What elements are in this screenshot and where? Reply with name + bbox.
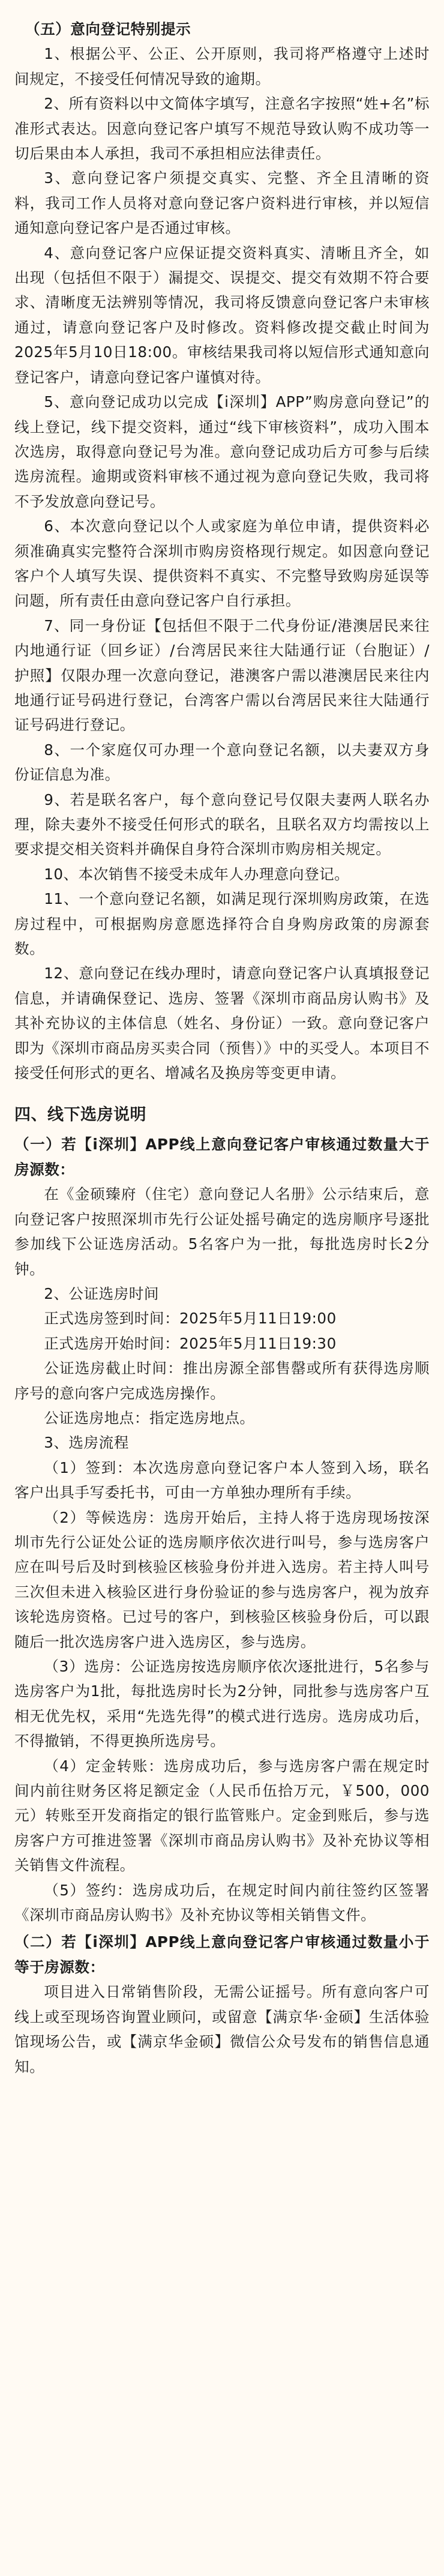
notice-item-8: 8、一个家庭仅可办理一个意向登记名额，以夫妻双方身份证信息为准。 (14, 741, 430, 784)
document-content (14, 17, 430, 2079)
notice-item-6: 6、本次意向登记以个人或家庭为单位申请，提供资料必须准确真实完整符合深圳市购房资格现行规定。如因意向登记客户个人填写失误、提供资料不真实、不完整导致购房延误等问题，所有责任由意向登记客户自行承担。 (14, 517, 430, 610)
notice-item-3: 3、意向登记客户须提交真实、完整、齐全且清晰的资料，我司工作人员将对意向登记客户资料进行审核，并以短信通知意向登记客户是否通过审核。 (14, 169, 430, 237)
flow-step-3: （3）选房：公证选房按选房顺序依次逐批进行，5名参与选房客户为1批，每批选房时长为2分钟，同批参与选房客户互相无优先权，采用“先选先得”的模式进行选房。选房成功后，不得撤销，不得更换所选房号。 (14, 1658, 430, 1750)
section-heading-5: （五）意向登记特别提示 (25, 20, 191, 38)
flow-heading: 3、选房流程 (44, 1434, 129, 1452)
flow-step-4: （4）定金转账：选房成功后，参与选房客户需在规定时间内前往财务区将足额定金（人民币伍拾万元，￥500，000元）转账至开发商指定的银行监管账户。定金到账后，参与选房客户方可推进签署《深圳市商品房认购书》及补充协议等相关销售文件流程。 (14, 1757, 430, 1874)
part-a-intro: 在《金硕臻府（住宅）意向登记人名册》公示结束后，意向登记客户按照深圳市先行公证处摇号确定的选房顺序号逐批参加线下公证选房活动。5名客户为一批，每批选房时长2分钟。 (14, 1185, 430, 1278)
part-b-text: 项目进入日常销售阶段，无需公证摇号。所有意向客户可线上或至现场咨询置业顾问，或留意【满京华·金硕】生活体验馆现场公告，或【满京华金硕】微信公众号发布的销售信息通知。 (14, 1983, 430, 2075)
notice-item-11: 11、一个意向登记名额，如满足现行深圳购房政策，在选房过程中，可根据购房意愿选择符合自身购房政策的房源套数。 (14, 890, 430, 958)
notice-item-2: 2、所有资料以中文简体字填写，注意名字按照“姓+名”标准形式表达。因意向登记客户填写不规范导致认购不成功等一切后果由本人承担，我司不承担相应法律责任。 (14, 95, 430, 163)
notice-item-12: 12、意向登记在线办理时，请意向登记客户认真填报登记信息，并请确保登记、选房、签署《深圳市商品房认购书》及其补充协议的主体信息（姓名、身份证）一致。意向登记客户即为《深圳市商品房买卖合同（预售）》中的买受人。本项目不接受任何形式的更名、增减名及换房等变更申请。 (14, 964, 430, 1082)
part-b-heading: （二）若【i深圳】APP线上意向登记客户审核通过数量小于等于房源数： (14, 1933, 430, 1976)
checkin-time: 正式选房签到时间：2025年5月11日19:00 (44, 1310, 337, 1328)
flow-step-5: （5）签约：选房成功后，在规定时间内前往签约区签署《深圳市商品房认购书》及补充协议等相关销售文件。 (14, 1881, 430, 1924)
deadline: 公证选房截止时间：推出房源全部售罄或所有获得选房顺序号的意向客户完成选房操作。 (14, 1359, 430, 1402)
notice-item-10: 10、本次销售不接受未成年人办理意向登记。 (44, 865, 350, 883)
section-heading-4: 四、线下选房说明 (14, 1106, 146, 1125)
start-time: 正式选房开始时间：2025年5月11日19:30 (44, 1334, 337, 1352)
flow-step-1: （1）签到：本次选房意向登记客户本人签到入场，联名客户出具手写委托书，可由一方单独办理所有手续。 (14, 1458, 430, 1502)
notice-item-9: 9、若是联名客户，每个意向登记号仅限夫妻两人联名办理，除夫妻外不接受任何形式的联名，且联名双方均需按以上要求提交相关资料并确保自身符合深圳市购房相关规定。 (14, 790, 430, 858)
notice-item-4: 4、意向登记客户应保证提交资料真实、清晰且齐全，如出现（包括但不限于）漏提交、误提交、提交有效期不符合要求、清晰度无法辨别等情况，我司将反馈意向登记客户未审核通过，请意向登记客户及时修改。资料修改提交截止时间为 2025年5月10日18:00。审核结果我司将以短信形式通知意向登记客户，请意向登记客户谨慎对待。 (14, 244, 430, 386)
notice-item-7: 7、同一身份证【包括但不限于二代身份证/港澳居民来往内地通行证（回乡证）/台湾居民来往大陆通行证（台胞证）/护照】仅限办理一次意向登记，港澳客户需以港澳居民来往内地通行证号码进行登记，台湾客户需以台湾居民来往大陆通行证号码进行登记。 (14, 616, 430, 734)
part-a-heading: （一）若【i深圳】APP线上意向登记客户审核通过数量大于房源数： (14, 1136, 430, 1178)
notice-item-5: 5、意向登记成功以完成【i深圳】APP”购房意向登记”的线上登记，线下提交资料，通过“线下审核资料”，成功入围本次选房，取得意向登记号为准。意向登记成功后方可参与后续选房流程。逾期或资料审核不通过视为意向登记失败，我司将不予发放意向登记号。 (14, 393, 430, 510)
time-heading: 2、公证选房时间 (44, 1284, 159, 1302)
flow-step-2: （2）等候选房：选房开始后，主持人将于选房现场按深圳市先行公证处公证的选房顺序依次进行叫号，参与选房客户应在叫号后及时到核验区核验身份并进入选房。若主持人叫号三次但未进入核验区进行身份验证的参与选房客户，视为放弃该轮选房资格。已过号的客户，到核验区核验身份后，可以跟随后一批次选房客户进入选房区，参与选房。 (14, 1508, 430, 1651)
notice-item-1: 1、根据公平、公正、公开原则，我司将严格遵守上述时间规定，不接受任何情况导致的逾期。 (14, 45, 430, 88)
location: 公证选房地点：指定选房地点。 (44, 1409, 255, 1427)
